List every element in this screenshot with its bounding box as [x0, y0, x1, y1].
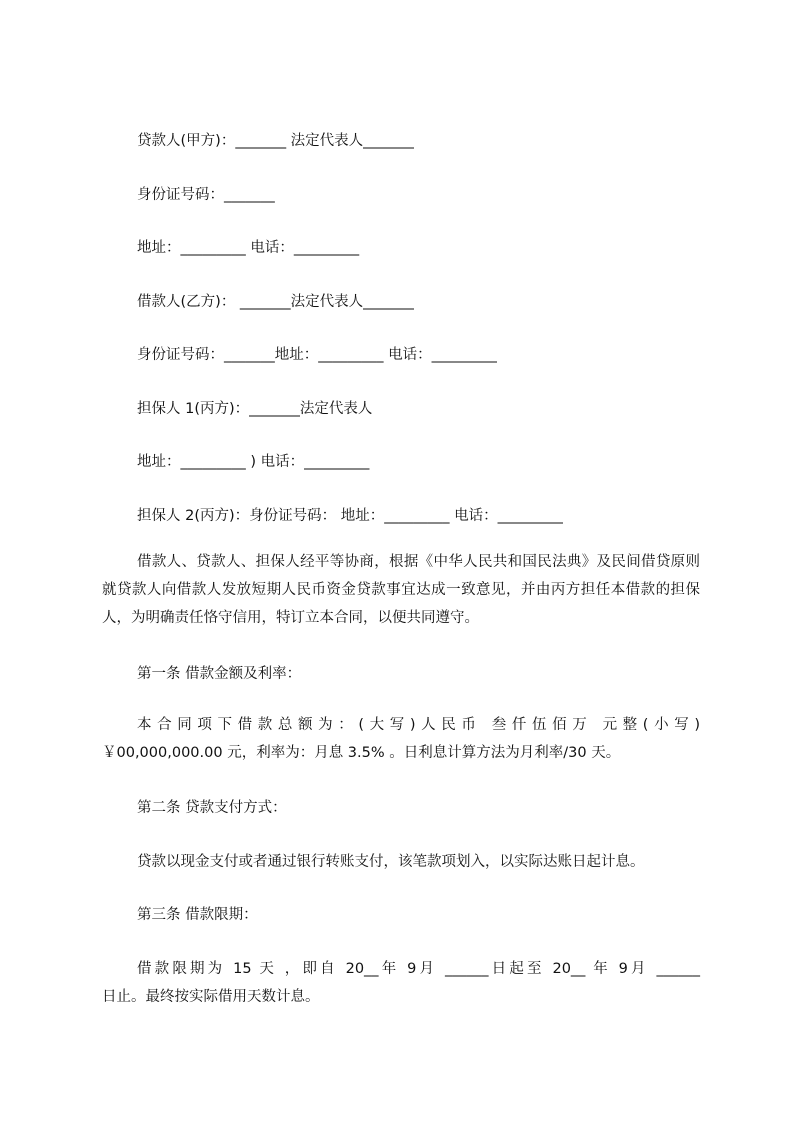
lender-id-line: 身份证号码：_______: [137, 187, 275, 203]
preamble-paragraph: 借款人、贷款人、担保人经平等协商，根据《中华人民共和国民法典》及民间借贷原则就贷款人向借款人发放短期人民币资金贷款事宜达成一致意见，并由丙方担任本借款的担保人，为明确责任恪守信用，特订立本合同，以便共同遵守。: [102, 554, 700, 626]
article3-title: 第三条 借款限期：: [137, 907, 258, 923]
article2-title: 第二条 贷款支付方式：: [137, 800, 287, 816]
borrower-id-address-line: 身份证号码：_______地址：_________ 电话：_________: [137, 347, 497, 363]
article1-line1: 本合同项下借款总额为：(大写)人民币 叁仟伍佰万 元整(小写): [137, 717, 700, 733]
article1-line2: ￥00,000,000.00 元，利率为：月息 3.5% 。日利息计算方法为月利率/30 天。: [102, 745, 621, 761]
borrower-line: 借款人(乙方)： _______法定代表人_______: [137, 294, 414, 310]
article3-line2: 日止。最终按实际借用天数计息。: [102, 989, 320, 1005]
lender-address-line: 地址：_________ 电话：_________: [137, 240, 360, 256]
article3-line1: 借款限期为 15 天 ，即自 20__年 9月 ______日起至 20__ 年 9月 ______: [137, 961, 700, 977]
lender-line: 贷款人(甲方)：_______ 法定代表人_______: [137, 133, 414, 149]
guarantor1-address-line: 地址：_________ ) 电话：_________: [137, 454, 370, 470]
article1-title: 第一条 借款金额及利率：: [137, 666, 302, 682]
article2-body: 贷款以现金支付或者通过银行转账支付，该笔款项划入，以实际达账日起计息。: [137, 854, 645, 870]
guarantor2-line: 担保人 2(丙方)：身份证号码： 地址：_________ 电话：_________: [137, 508, 563, 524]
guarantor1-line: 担保人 1(丙方)：_______法定代表人: [137, 401, 373, 417]
